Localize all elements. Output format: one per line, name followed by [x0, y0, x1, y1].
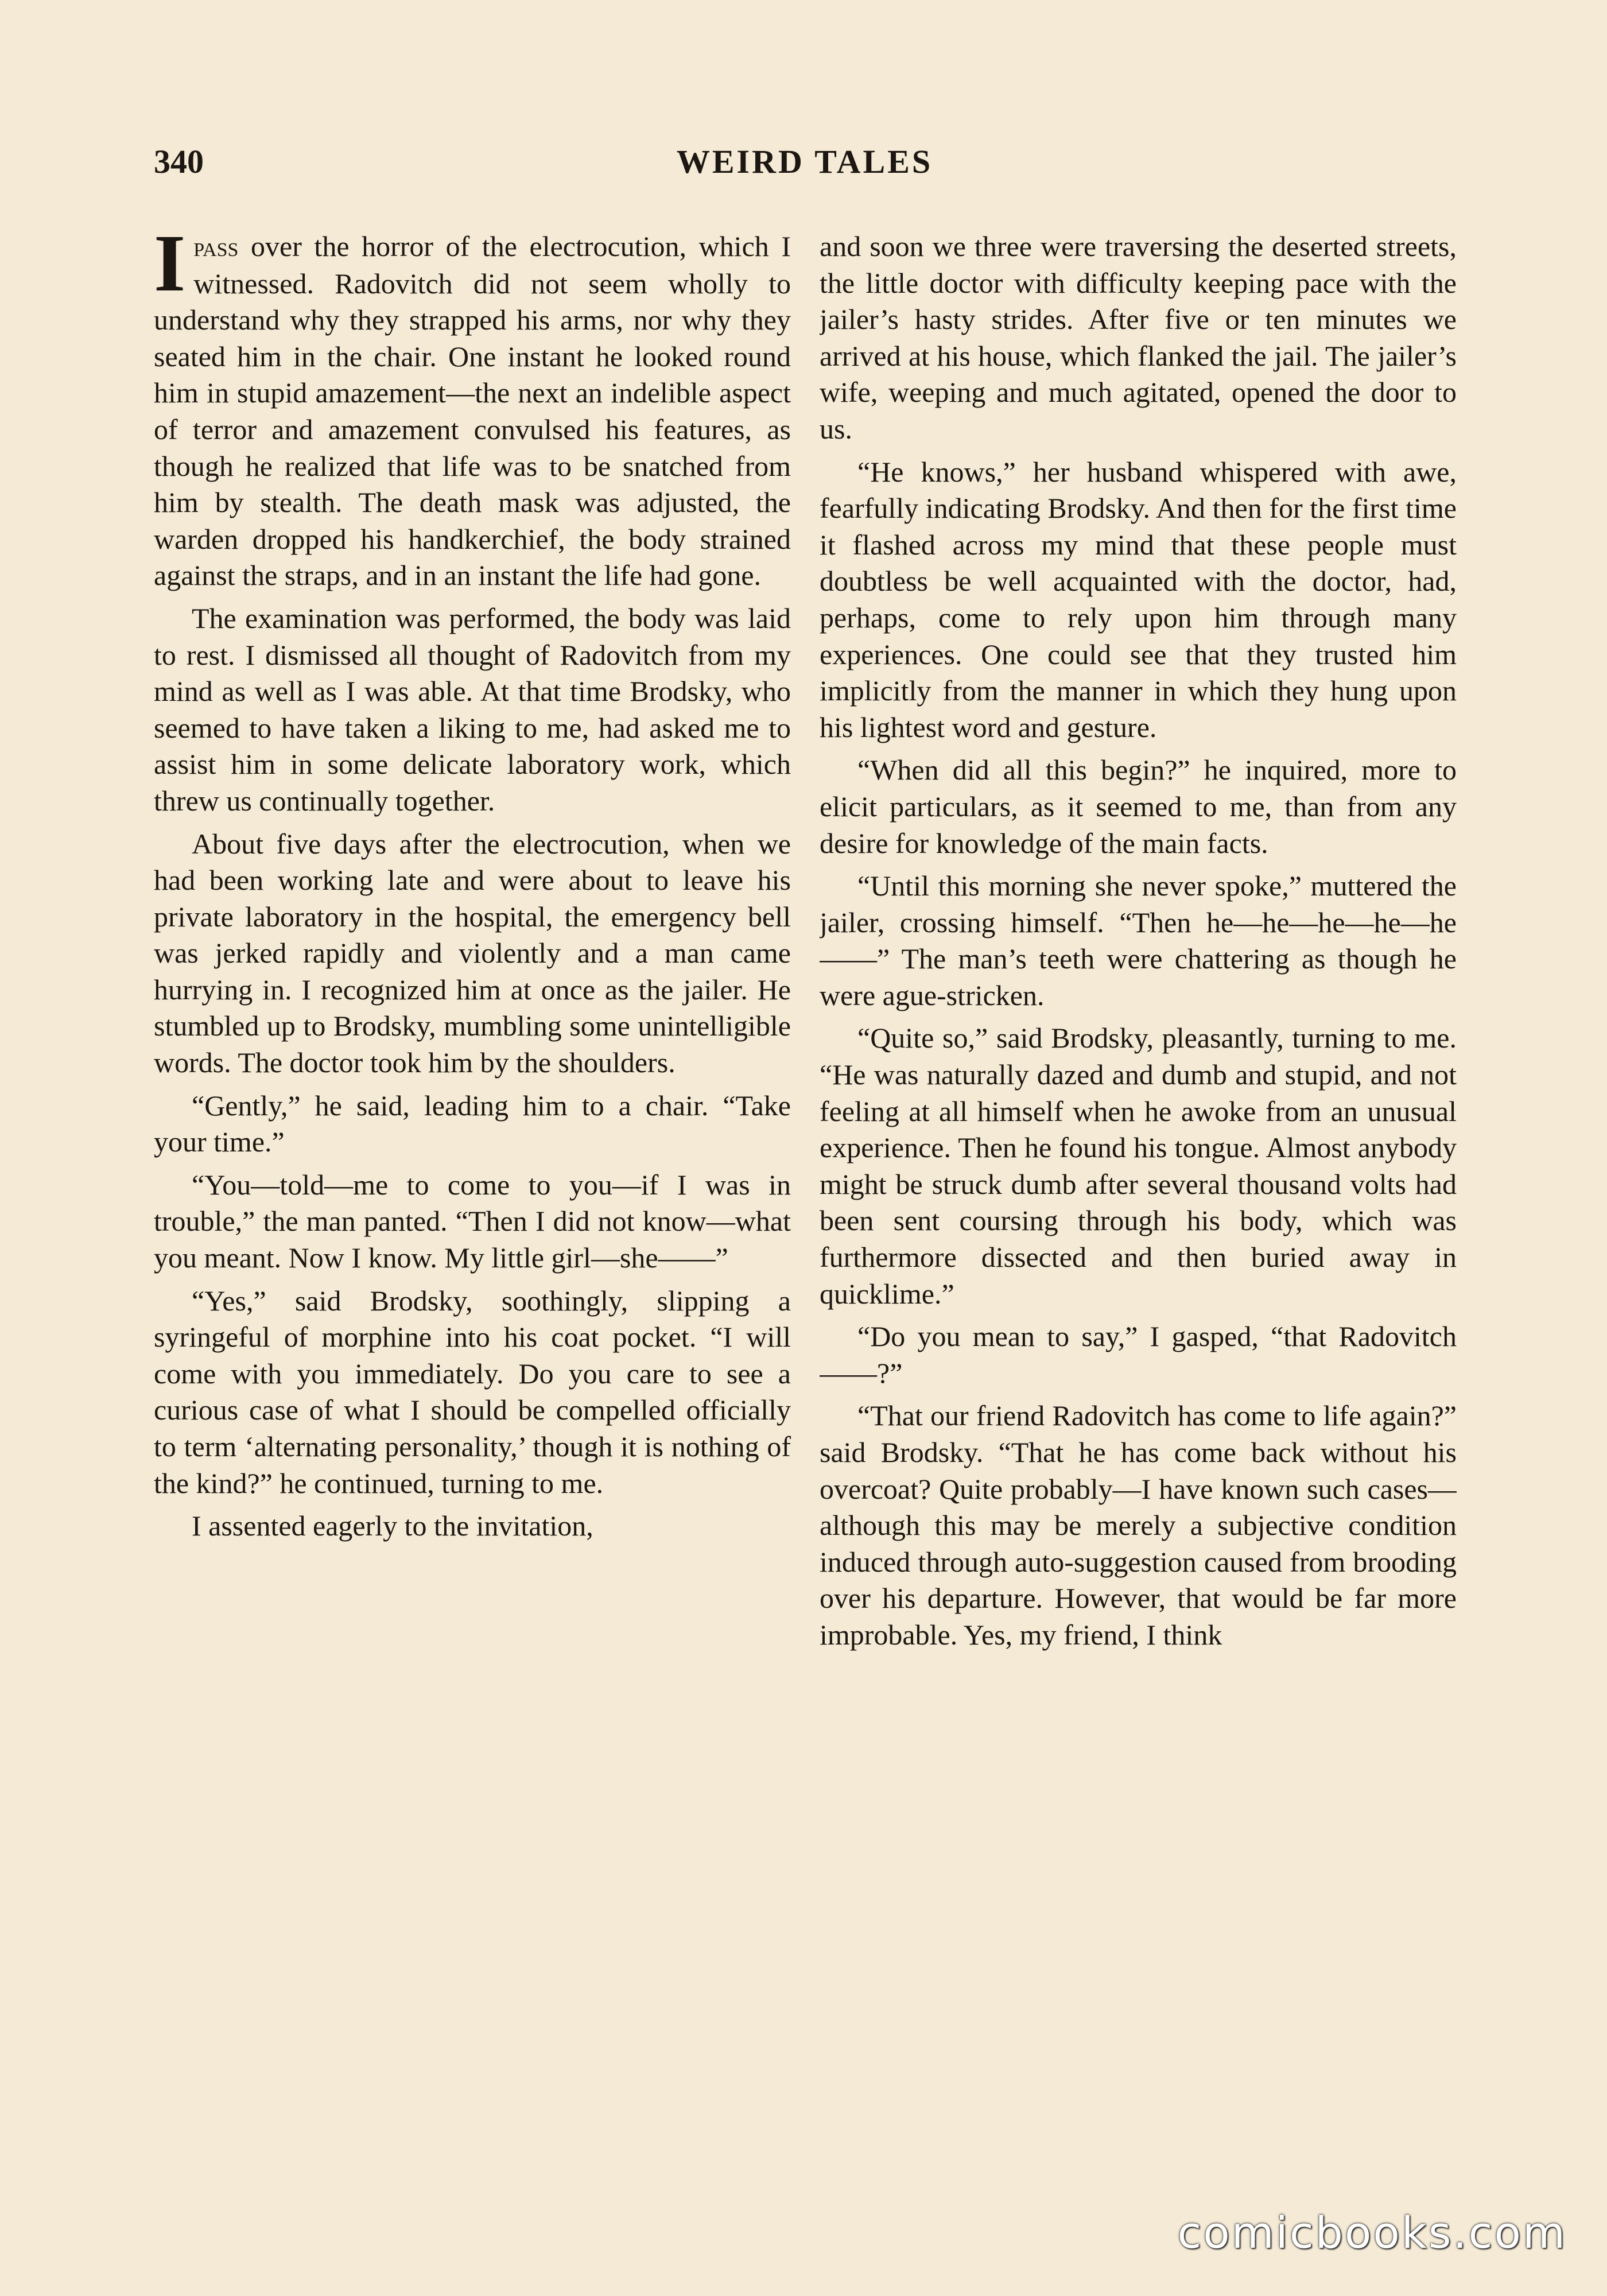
page-number: 340: [154, 143, 204, 180]
paragraph: “Do you mean to say,” I gasped, “that Radovitch——?”: [820, 1320, 1457, 1389]
paragraph: “That our friend Radovitch has come to life again?” said Brodsky. “That he has come back without his overcoat? Quite probably—I have known such cases—although this may be merely a subjective condition induced through auto-suggestion caused from brooding over his departure. However, that would be far more improbable. Yes, my friend, I think: [820, 1399, 1457, 1651]
paragraph: and soon we three were traversing the deserted streets, the little doctor with difficulty keeping pace with the jailer’s hasty strides. After five or ten minutes we arrived at his house, which flanked the jail. The jailer’s wife, weeping and much agitated, opened the door to us.: [820, 230, 1457, 445]
paragraph: “Yes,” said Brodsky, soothingly, slipping a syringeful of morphine into his coat pocket. “I will come with you immediately. Do you care to see a curious case of what I should be compelled officially to term ‘alternating personality,’ though it is nothing of the kind?” he continued, turning to me.: [154, 1284, 791, 1499]
paragraph: “You—told—me to come to you—if I was in trouble,” the man panted. “Then I did not know—what you meant. Now I know. My little girl—she——”: [154, 1168, 791, 1274]
left-column: [154, 228, 791, 2163]
paragraph: “When did all this begin?” he inquired, more to elicit particulars, as it seemed to me, than from any desire for knowledge of the main facts.: [820, 754, 1457, 859]
right-column: [820, 228, 1457, 2163]
paragraph: The examination was performed, the body was laid to rest. I dismissed all thought of Radovitch from my mind as well as I was able. At that time Brodsky, who seemed to have taken a liking to me, had asked me to assist him in some delicate laboratory work, which threw us continually together.: [154, 602, 791, 817]
paragraph: “Until this morning she never spoke,” muttered the jailer, crossing himself. “Then he—he—he—he—he——” The man’s teeth were chattering as though he were ague-stricken.: [820, 870, 1457, 1011]
running-head: [154, 142, 1455, 188]
paragraph: “Gently,” he said, leading him to a chair. “Take your time.”: [154, 1089, 791, 1158]
paragraph: About five days after the electrocution, when we had been working late and were about to leave his private laboratory in the hospital, the emergency bell was jerked rapidly and violently and a man came hurrying in. I recognized him at once as the jailer. He stumbled up to Brodsky, mumbling some unintelligible words. The doctor took him by the shoulders.: [154, 827, 791, 1079]
drop-cap: I: [154, 228, 186, 308]
paragraph: I assented eagerly to the invitation,: [192, 1510, 593, 1542]
magazine-title: WEIRD TALES: [676, 143, 933, 180]
site-watermark: comicbooks.com: [1177, 2207, 1567, 2258]
paragraph-text: over the horror of the electrocution, which I witnessed. Radovitch did not seem wholly to understand why they strapped his arms, nor why they seated him in the chair. One instant he looked round him in stupid amazement—the next an indelible aspect of terror and amazement convulsed his features, as though he realized that life was to be snatched from him by stealth. The death mask was adjusted, the warden dropped his handkerchief, the body strained against the straps, and in an instant the life had gone.: [154, 230, 791, 592]
small-caps-lead: pass: [193, 232, 239, 262]
paragraph: “He knows,” her husband whispered with awe, fearfully indicating Brodsky. And then for the first time it flashed across my mind that these people must doubtless be well acquainted with the doctor, had, perhaps, come to rely upon him through many experiences. One could see that they trusted him implicitly from the manner in which they hung upon his lightest word and gesture.: [820, 455, 1457, 743]
opening-paragraph: [154, 228, 791, 594]
paragraph: “Quite so,” said Brodsky, pleasantly, turning to me. “He was naturally dazed and dumb and stupid, and not feeling at all himself when he awoke from an unusual experience. Then he found his tongue. Almost anybody might be struck dumb after several thousand volts had been sent coursing through his body, which was furthermore dissected and then buried away in quicklime.”: [820, 1022, 1457, 1310]
